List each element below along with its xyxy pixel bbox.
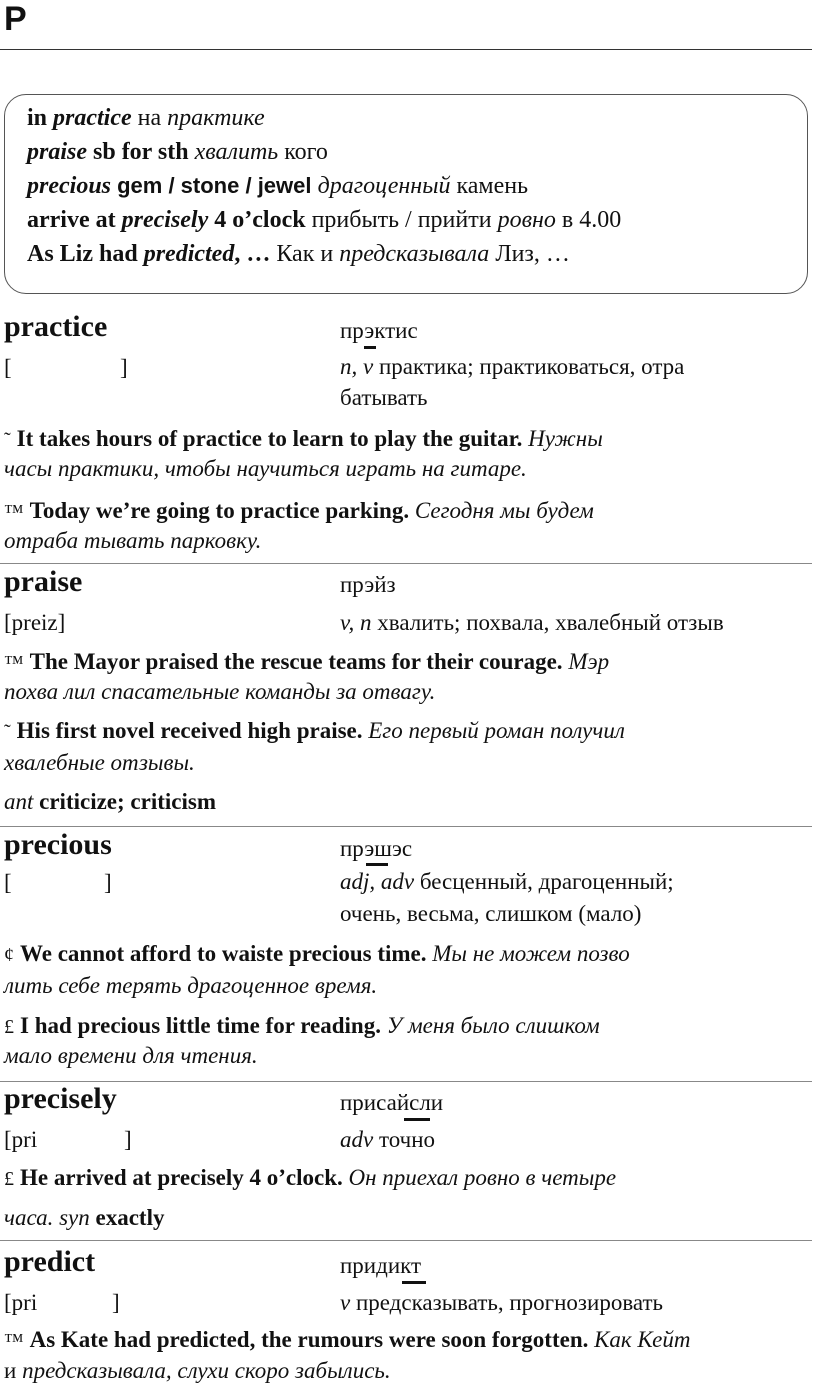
definition-line-1	[340, 1127, 435, 1153]
part-of-speech: adv	[340, 1127, 374, 1152]
pronunciation: присайсли	[340, 1090, 444, 1115]
phrase-text: камень	[450, 173, 529, 199]
example-1-line-2	[4, 1205, 164, 1231]
example-russian: У меня было слишком	[380, 1013, 600, 1038]
transcription-open: [pri	[4, 1127, 38, 1152]
definition-line-2: очень, весьма, слишком (мало)	[340, 901, 642, 926]
example-english: I had precious little time for reading.	[20, 1013, 381, 1038]
phrase-text: As Liz had	[27, 241, 144, 267]
phrase-text: на	[131, 105, 168, 131]
part-of-speech: adj, adv	[340, 869, 415, 894]
part-of-speech: n, v	[340, 354, 374, 379]
example-2-line-2	[4, 750, 195, 776]
example-1-line-1	[4, 649, 609, 675]
phrase-text: Лиз, …	[489, 241, 570, 267]
transcription-close: ]	[120, 355, 128, 380]
example-1-line-1	[4, 1165, 616, 1191]
example-marker-icon: ™	[4, 1330, 24, 1352]
example-english: He arrived at precisely 4 o’clock.	[20, 1165, 343, 1190]
page-letter: P	[4, 0, 27, 38]
example-marker-icon: ™	[4, 652, 24, 674]
example-english: Today we’re going to practice parking.	[29, 498, 410, 523]
example-russian: Мы не можем позво	[426, 941, 630, 966]
phrase-text: gem / stone / jewel	[111, 173, 318, 198]
phrase-keyword-translation: практике	[167, 105, 265, 131]
transcription-close: ]	[112, 1290, 120, 1315]
part-of-speech: v, n	[340, 610, 372, 635]
definition-text: бесценный, драгоценный;	[414, 869, 674, 894]
definition-text: хвалить; похвала, хвалебный отзыв	[371, 610, 724, 635]
example-english: We cannot afford to waiste precious time.	[20, 941, 427, 966]
example-russian: хвалебные отзывы.	[4, 750, 195, 775]
example-1-line-2	[4, 1358, 391, 1384]
entry-divider	[0, 563, 812, 564]
example-russian: отраба тывать парковку.	[4, 528, 262, 553]
phrase-text: , …	[234, 241, 271, 267]
pronunciation: прэйз	[340, 572, 396, 597]
entry-divider	[0, 1081, 812, 1082]
antonym-line	[4, 789, 216, 815]
definition-text: предсказывать, прогнозировать	[350, 1290, 664, 1315]
phrase-line-1	[27, 105, 265, 132]
transcription-open: [	[4, 870, 12, 895]
definition-line-1	[340, 1290, 663, 1316]
example-russian: мало времени для чтения.	[4, 1043, 258, 1068]
example-english: The Mayor praised the rescue teams for their courage.	[29, 649, 563, 674]
synonym-label: syn	[59, 1205, 90, 1230]
phrase-keyword-translation: драгоценный	[317, 173, 451, 199]
example-1-line-2	[4, 973, 377, 999]
phrase-text: in	[27, 105, 54, 131]
phrase-text: прибыть / прийти	[305, 207, 498, 233]
phrase-keyword: predicted	[143, 241, 235, 267]
example-russian: предсказывала, слухи скоро забылись.	[22, 1358, 391, 1383]
stress-mark	[402, 1281, 426, 1284]
example-russian: лить себе терять драгоценное время.	[4, 973, 378, 998]
definition-line-2: батывать	[340, 385, 428, 410]
phrase-text: в 4.00	[555, 207, 622, 233]
example-2-line-2	[4, 528, 261, 554]
example-russian: Нужны	[522, 426, 603, 451]
antonym-label: ant	[4, 789, 34, 814]
headword: predict	[4, 1245, 96, 1278]
example-marker-icon: ˜	[4, 429, 11, 451]
headword: praise	[4, 565, 83, 598]
example-russian: Он приехал ровно в четыре	[342, 1165, 617, 1190]
phrase-keyword: precisely	[121, 207, 209, 233]
transcription-close: ]	[124, 1127, 132, 1152]
definition-text: практика; практиковаться, отра	[373, 354, 685, 379]
example-marker-icon: ™	[4, 501, 24, 523]
example-1-line-2	[4, 456, 527, 482]
example-english: As Kate had predicted, the rumours were soon forgotten.	[29, 1327, 589, 1352]
example-2-line-1	[4, 718, 625, 744]
example-marker-icon: ¢	[4, 944, 14, 966]
phrase-line-3	[27, 173, 528, 200]
stress-mark	[404, 1118, 430, 1121]
transcription-close: ]	[104, 870, 112, 895]
pronunciation: прэктис	[340, 318, 418, 343]
phrase-text: Как и	[270, 241, 340, 267]
stress-mark	[366, 863, 388, 866]
example-english: His first novel received high praise.	[16, 718, 363, 743]
example-russian: Мэр	[562, 649, 610, 674]
entry-divider	[0, 826, 812, 827]
part-of-speech: v	[340, 1290, 351, 1315]
phrases-box	[4, 94, 808, 294]
phrase-keyword: praise	[27, 139, 87, 165]
pronunciation: придикт	[340, 1253, 422, 1278]
example-2-line-2	[4, 1043, 258, 1069]
example-russian: и	[4, 1358, 23, 1383]
example-1-line-1	[4, 426, 603, 452]
headword: precisely	[4, 1082, 117, 1115]
phrase-keyword-translation: предсказывала	[339, 241, 490, 267]
phrase-line-2	[27, 139, 328, 166]
antonym-words: criticize; criticism	[33, 789, 216, 814]
transcription-open: [	[4, 355, 12, 380]
phrase-keyword: precious	[27, 173, 111, 199]
example-russian: часы практики, чтобы научиться играть на гитаре.	[4, 456, 527, 481]
example-english: It takes hours of practice to learn to play the guitar.	[16, 426, 523, 451]
phrase-keyword: practice	[53, 105, 132, 131]
headword: practice	[4, 310, 108, 343]
definition-line-1	[340, 610, 724, 636]
definition-line-1	[340, 869, 674, 895]
phrase-keyword-translation: ровно	[497, 207, 556, 233]
phrase-text: arrive at	[27, 207, 122, 233]
example-marker-icon: £	[4, 1168, 14, 1190]
example-2-line-1	[4, 498, 594, 524]
example-russian: Сегодня мы будем	[409, 498, 594, 523]
example-russian: Его первый роман получил	[362, 718, 625, 743]
example-1-line-1	[4, 941, 630, 967]
phrase-line-5	[27, 241, 570, 268]
entry-divider	[0, 1240, 812, 1241]
headword: precious	[4, 828, 112, 861]
example-marker-icon: ˜	[4, 721, 11, 743]
synonym-word: exactly	[89, 1205, 165, 1230]
phrase-text: 4 o’clock	[208, 207, 306, 233]
phrase-text: кого	[278, 139, 328, 165]
example-1-line-1	[4, 1327, 690, 1353]
example-russian: часа.	[4, 1205, 60, 1230]
phrase-text: sb for sth	[87, 139, 195, 165]
example-1-line-2	[4, 679, 435, 705]
transcription: [preiz]	[4, 610, 66, 635]
pronunciation: прэшэс	[340, 836, 413, 861]
header-divider	[0, 49, 812, 50]
definition-text: точно	[373, 1127, 435, 1152]
transcription-open: [pri	[4, 1290, 38, 1315]
phrase-line-4	[27, 207, 621, 234]
example-russian: похва лил спасательные команды за отвагу.	[4, 679, 436, 704]
example-marker-icon: £	[4, 1016, 14, 1038]
definition-line-1	[340, 354, 684, 380]
example-2-line-1	[4, 1013, 600, 1039]
stress-mark	[364, 346, 376, 349]
phrase-keyword-translation: хвалить	[194, 139, 279, 165]
example-russian: Как Кейт	[588, 1327, 691, 1352]
